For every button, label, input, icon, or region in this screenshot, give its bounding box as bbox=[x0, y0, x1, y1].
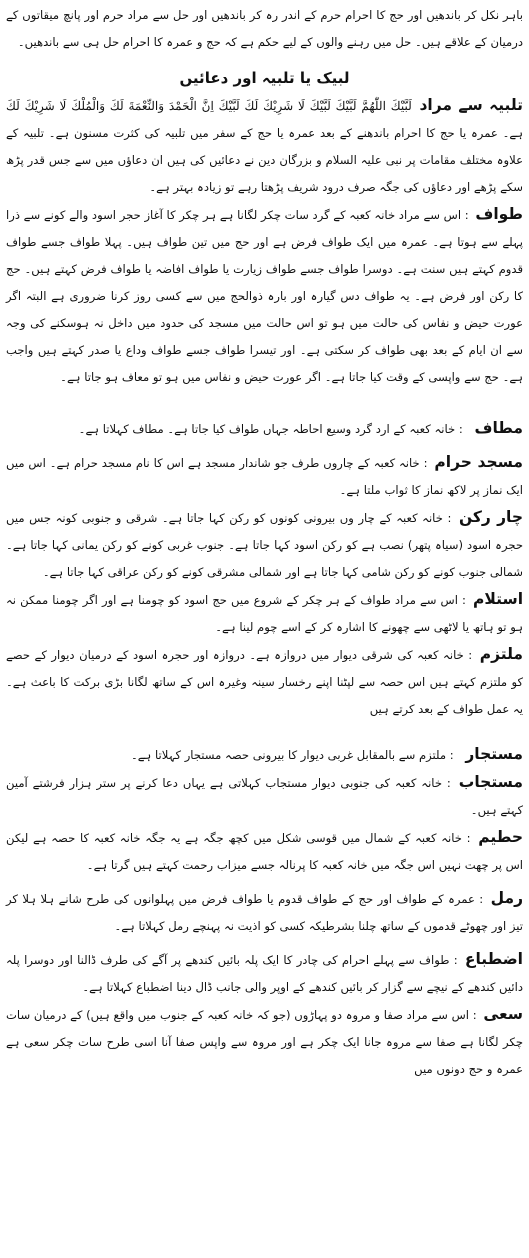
section-heading: لبیک یا تلبیہ اور دعائیں bbox=[179, 69, 350, 87]
term-masjid-haram: مسجد حرام bbox=[434, 453, 523, 471]
entry-mataf bbox=[6, 415, 523, 443]
definition-hatim: : خانہ کعبہ کے شمال میں قوسی شکل میں کچھ جگہ ہے یہ جگہ خانہ کعبہ کا حصہ ہے لیکن اس پر چھت نہیں اس جگہ میں خانہ کعبہ کا پرنالہ جسے میزاب رحمت کہتے ہیں گرتا ہے۔ bbox=[6, 831, 523, 872]
definition-ramal: : عمرہ کے طواف اور حج کے طواف قدوم یا طواف فرض میں پہلوانوں کی طرح شانے ہلا ہلا کر تیز اور چھوٹے قدموں کے ساتھ چلنا بشرطیکہ کسی کو اذیت نہ پہنچے رمل کہلاتا ہے۔ bbox=[6, 892, 523, 933]
term-tawaf: طواف bbox=[475, 205, 523, 223]
term-talbiyah: تلبیہ سے مراد bbox=[419, 96, 523, 114]
definition-mustajab: : خانہ کعبہ کی جنوبی دیوار مستجاب کہلاتی ہے یہاں دعا کرنے پر ستر ہزار فرشتے آمین کہتے ہیں۔ bbox=[6, 776, 523, 817]
term-mataf: مطاف bbox=[474, 419, 523, 437]
term-mustajar: مستجار bbox=[465, 745, 523, 763]
definition-talbiyah: ہے۔ عمرہ یا حج کا احرام باندھنے کے بعد عمرہ یا حج کے سفر میں تلبیہ کی کثرت مسنون ہے۔ تلبیہ کے علاوہ مختلف مقامات پر نبی علیہ السلام و بزرگان دین نے دعائیں کی ہیں ان دعاؤں میں سے جس قدر پڑھ سکے پڑھے اور دعاؤں کی جگہ صرف درود شریف پڑھتا رہے تو زیادہ بہتر ہے۔ bbox=[6, 126, 523, 194]
term-sai: سعی bbox=[483, 1005, 524, 1023]
entry-multazam bbox=[6, 641, 523, 723]
intro-paragraph: باہر نکل کر باندھیں اور حج کا احرام حرم کے اندر رہ کر باندھیں اور حل سے مراد حرم اور پانچ میقاتوں کے درمیان کے علاقے ہیں۔ حل میں رہنے والوں کے لیے حکم ہے کہ حج و عمرہ کا احرام حل ہی سے باندھیں۔ bbox=[6, 8, 523, 49]
entry-mustajab bbox=[6, 769, 523, 824]
talbiyah-arabic-text: لَبَّيْكَ اللّٰهُمَّ لَبَّيْكَ لَبَّيْكَ لَا شَرِيْكَ لَكَ لَبَّيْكَ اِنَّ الْحَمْدَ وَالنِّعْمَةَ لَكَ وَالْمُلْكَ لَا شَرِيْكَ لَكَ bbox=[6, 99, 412, 113]
entry-hatim bbox=[6, 824, 523, 879]
term-hatim: حطیم bbox=[478, 828, 523, 846]
definition-char-rukn: : خانہ کعبہ کے چار وں بیرونی کونوں کو رکن کہا جاتا ہے۔ شرقی و جنوبی کونہ جس میں حجرہ اسود (سیاہ پتھر) نصب ہے کو رکن اسود کہا جاتا ہے۔ جنوب غربی کونے کو رکن یمانی کہا جاتا ہے۔ شمالی جنوب کونے کو رکن شامی کہا جاتا ہے اور شمالی مشرقی کونے کو رکن عراقی کہا جاتا ہے۔ bbox=[6, 511, 523, 579]
definition-idtiba: : طواف سے پہلے احرام کی چادر کا ایک پلہ بائیں کندھے پر آگے کی طرف ڈالنا اور دوسرا پلہ دائیں کندھے کے نیچے سے گزار کر بائیں کندھے کے اوپر والی جانب ڈال دینا اضطباع کہلاتا ہے۔ bbox=[6, 953, 523, 994]
definition-tawaf: : اس سے مراد خانہ کعبہ کے گرد سات چکر لگانا ہے ہر چکر کا آغاز حجر اسود والے کونے سے ذرا پہلے سے ہوتا ہے۔ عمرہ میں ایک طواف فرض ہے اور حج میں تین طواف ہیں۔ پہلا طواف جسے طواف قدوم کہتے ہیں سنت ہے۔ دوسرا طواف جسے طواف زیارت یا طواف افاضہ یا طواف فرض کہتے ہیں۔ حج کا رکن اور فرض ہے۔ یہ طواف دس گیارہ اور بارہ ذوالحج میں سے کسی روز کرنا ضروری ہے البتہ اگر عورت حیض و نفاس کی حالت میں ہو تو اس حالت میں مسجد کی حدود میں داخل نہ ہوسکنے کی وجہ سے ان ایام کے بعد بھی طواف کر سکتی ہے۔ اور تیسرا طواف جسے طواف وداع یا صدر کہتے ہیں واجب ہے۔ حج سے واپسی کے وقت کیا جاتا ہے۔ اگر عورت حیض و نفاس میں ہو تو معاف ہو جاتا ہے۔ bbox=[6, 208, 523, 384]
definition-mataf: : خانہ کعبہ کے ارد گرد وسیع احاطہ جہاں طواف کیا جاتا ہے۔ مطاف کہلاتا ہے۔ bbox=[78, 422, 463, 436]
definition-masjid-haram: : خانہ کعبہ کے چاروں طرف جو شاندار مسجد ہے اس کا نام مسجد حرام ہے۔ اس میں ایک نماز پر لاکھ نماز کا ثواب ملتا ہے۔ bbox=[6, 456, 523, 497]
definition-mustajar: : ملتزم سے بالمقابل غربی دیوار کا بیرونی حصہ مستجار کہلاتا ہے۔ bbox=[130, 748, 454, 762]
entry-talbiyah bbox=[6, 92, 523, 201]
term-ramal: رمل bbox=[490, 889, 524, 907]
entry-idtiba bbox=[6, 946, 523, 1001]
term-multazam: ملتزم bbox=[479, 645, 523, 663]
entry-istilam bbox=[6, 586, 523, 641]
term-mustajab: مستجاب bbox=[458, 773, 524, 791]
definition-multazam: : خانہ کعبہ کی شرقی دیوار میں دروازہ ہے۔ دروازہ اور حجرہ اسود کے درمیان دیوار کے حصے کو ملتزم کہتے ہیں اس حصہ سے لپٹنا اپنے رخسار سینہ وغیرہ اس کے ساتھ لگانا بڑی برکت کا باعث ہے۔ یہ عمل طواف کے بعد کرتے ہیں bbox=[6, 648, 523, 716]
definition-istilam: : اس سے مراد طواف کے ہر چکر کے شروع میں حج اسود کو چومنا ہے اور اگر چومنا ممکن نہ ہو تو ہاتھ یا لاٹھی سے چھونے کا اشارہ کر کے اسے چوم لینا ہے۔ bbox=[6, 593, 523, 634]
entry-masjid-haram bbox=[6, 449, 523, 504]
entry-mustajar bbox=[6, 741, 523, 769]
term-char-rukn: چار رکن bbox=[458, 508, 524, 526]
definition-sai: : اس سے مراد صفا و مروہ دو پہاڑوں (جو کہ خانہ کعبہ کے جنوب میں واقع ہیں) کے درمیان سات چکر لگانا ہے صفا سے مروہ جانا ایک چکر ہے اور مروہ سے واپس صفا آنا اسی طرح سات چکر سعی ہے عمرہ و حج دونوں میں bbox=[6, 1008, 523, 1076]
term-idtiba: اضطباع bbox=[464, 950, 523, 968]
entry-char-rukn bbox=[6, 504, 523, 586]
entry-tawaf bbox=[6, 201, 523, 391]
entry-sai bbox=[6, 1001, 523, 1083]
entry-ramal bbox=[6, 885, 523, 940]
term-istilam: استلام bbox=[473, 590, 524, 608]
